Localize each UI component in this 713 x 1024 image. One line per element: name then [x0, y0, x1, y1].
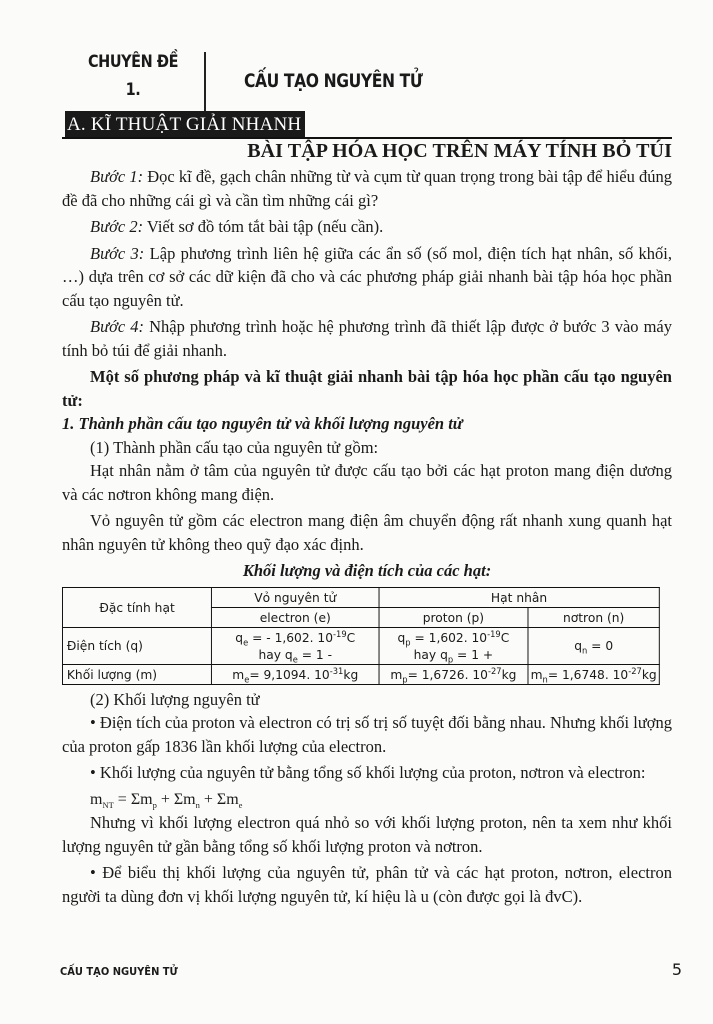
neutron-charge: $q_n = 0$: [528, 627, 659, 664]
row-mass-label: Khối lượng (m): [62, 664, 211, 684]
bullet-3: • Để biểu thị khối lượng của nguyên tử, phân tử và các hạt proton, nơtron, electron người ta dùng đơn vị khối lượng nguyên tử, kí hiệu là u (còn được gọi là đvC).: [62, 863, 672, 906]
page-number: 5: [671, 960, 682, 979]
nucleus-paragraph: Hạt nhân nằm ở tâm của nguyên tử được cấu tạo bởi các hạt proton mang điện dương và các nơtron không mang điện.: [62, 461, 672, 504]
main-title: BÀI TẬP HÓA HỌC TRÊN MÁY TÍNH BỎ TÚI: [247, 140, 672, 162]
mass-formula: $m_{NT} = \Sigma m_p + \Sigma m_n + \Sigma m_e$: [90, 790, 243, 810]
col-neutron: nơtron (n): [528, 607, 659, 627]
bullet-1: • Điện tích của proton và electron có trị số trị số tuyệt đối bằng nhau. Nhưng khối lượng của proton gấp 1836 lần khối lượng của electron.: [62, 713, 672, 756]
col-electron: electron (e): [212, 607, 379, 627]
step-4: Bước 4: Nhập phương trình hoặc hệ phương trình đã thiết lập được ở bước 3 vào máy tính bỏ túi để giải nhanh.: [62, 317, 673, 360]
proton-mass: $m_p= 1,6726$. $10^{-27}kg$: [379, 664, 528, 684]
electron-mass: $m_e= 9,1094$. $10^{-31}kg$: [212, 664, 379, 684]
proton-charge: $q_p = 1,602$. $10^{-19}C$ hay $q_p = 1$ +: [379, 627, 528, 664]
approximation-paragraph: Nhưng vì khối lượng electron quá nhỏ so với khối lượng proton, nên ta xem như khối lượng nguyên tử gần bằng tổng số khối lượng proton và nơtron.: [62, 813, 672, 856]
methods-heading: Một số phương pháp và kĩ thuật giải nhanh bài tập hóa học phần cấu tạo nguyên tử:: [62, 367, 672, 410]
shell-paragraph: Vỏ nguyên tử gồm các electron mang điện âm chuyển động rất nhanh xung quanh hạt nhân nguyên tử không theo quỹ đạo xác định.: [62, 511, 672, 554]
bullet-2: • Khối lượng của nguyên tử bằng tổng số khối lượng của proton, nơtron và electron:: [90, 763, 646, 782]
chapter-label-line1: CHUYÊN ĐỀ: [87, 52, 179, 72]
header-property: Đặc tính hạt: [62, 587, 211, 627]
chapter-title: CẤU TẠO NGUYÊN TỬ: [244, 70, 423, 92]
footer-title: CẤU TẠO NGUYÊN TỬ: [60, 965, 178, 978]
neutron-mass: $m_n= 1,6748$. $10^{-27}kg$: [528, 664, 659, 684]
chapter-label: [82, 48, 184, 104]
body-text: [62, 165, 672, 908]
header-shell: Vỏ nguyên tử: [212, 587, 379, 607]
step-1: Bước 1: Đọc kĩ đề, gạch chân những từ và cụm từ quan trọng trong bài tập để hiểu đúng đề đã cho những cái gì và cần tìm những cái gì?: [62, 167, 673, 210]
table-caption: Khối lượng và điện tích của các hạt:: [242, 561, 492, 580]
chapter-label-line2: 1.: [125, 80, 141, 100]
step-2: Bước 2: Viết sơ đồ tóm tắt bài tập (nếu cần).: [90, 217, 384, 236]
step-3: Bước 3: Lập phương trình liên hệ giữa các ẩn số (số mol, điện tích hạt nhân, số khối, …) dựa trên cơ sở các dữ kiện đã cho và các phương pháp giải nhanh bài tập hóa học phần cấu tạo nguyên tử.: [62, 243, 672, 310]
particles-table: [62, 587, 660, 685]
item-2: (2) Khối lượng nguyên tử: [90, 689, 260, 709]
header-nucleus: Hạt nhân: [379, 587, 660, 607]
item-1: (1) Thành phần cấu tạo của nguyên tử gồm:: [90, 437, 379, 457]
section-badge: A. KĨ THUẬT GIẢI NHANH: [65, 111, 305, 137]
subsection-1-title: 1. Thành phần cấu tạo nguyên tử và khối lượng nguyên tử: [62, 414, 463, 433]
row-charge-label: Điện tích (q): [62, 627, 211, 664]
electron-charge: $q_e$ = - 1,602. $10^{-19}C$ hay $q_e = 1$ -: [212, 627, 379, 664]
col-proton: proton (p): [379, 607, 528, 627]
